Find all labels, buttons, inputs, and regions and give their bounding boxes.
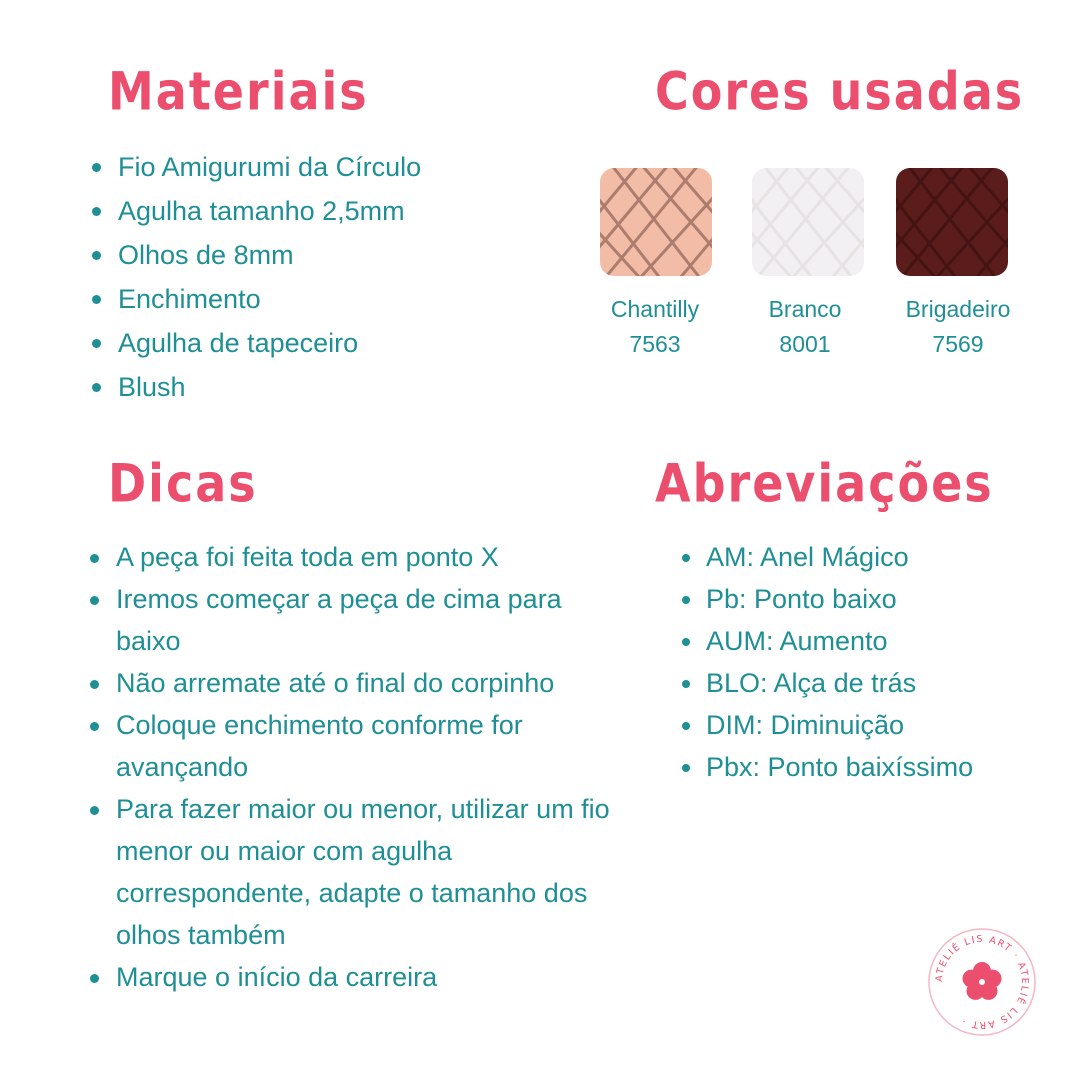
yarn-swatch-branco <box>752 168 864 276</box>
abreviacoes-heading: Abreviações <box>655 452 994 515</box>
abreviacoes-list <box>680 536 1060 788</box>
swatch-name: Branco <box>768 296 842 322</box>
swatch-label-branco <box>730 292 880 362</box>
yarn-ball-icon <box>896 168 1008 276</box>
list-item: AUM: Aumento <box>680 620 1060 662</box>
yarn-swatch-chantilly <box>600 168 712 276</box>
yarn-ball-icon <box>752 168 864 276</box>
materiais-list <box>90 145 570 409</box>
cores-usadas-heading: Cores usadas <box>655 60 1025 123</box>
list-item: Iremos começar a peça de cima para baixo <box>88 578 628 662</box>
swatch-code: 7563 <box>629 331 681 357</box>
list-item: Para fazer maior ou menor, utilizar um fio menor ou maior com agulha correspondente, adapte o tamanho dos olhos também <box>88 788 628 956</box>
yarn-swatch-brigadeiro <box>896 168 1008 276</box>
materiais-heading: Materiais <box>108 60 369 123</box>
list-item: Pb: Ponto baixo <box>680 578 1060 620</box>
list-item: A peça foi feita toda em ponto X <box>88 536 628 578</box>
list-item: Olhos de 8mm <box>90 233 570 277</box>
list-item: BLO: Alça de trás <box>680 662 1060 704</box>
list-item: Coloque enchimento conforme for avançando <box>88 704 628 788</box>
list-item: Marque o início da carreira <box>88 956 628 998</box>
list-item: Agulha de tapeceiro <box>90 321 570 365</box>
list-item: DIM: Diminuição <box>680 704 1060 746</box>
swatch-code: 8001 <box>779 331 831 357</box>
list-item: Enchimento <box>90 277 570 321</box>
yarn-ball-icon <box>600 168 712 276</box>
list-item: AM: Anel Mágico <box>680 536 1060 578</box>
flower-icon <box>963 962 1002 1000</box>
list-item: Fio Amigurumi da Círculo <box>90 145 570 189</box>
atelie-lis-art-stamp-logo <box>926 926 1038 1038</box>
list-item: Pbx: Ponto baixíssimo <box>680 746 1060 788</box>
list-item: Agulha tamanho 2,5mm <box>90 189 570 233</box>
list-item: Não arremate até o final do corpinho <box>88 662 628 704</box>
dicas-list <box>88 536 628 998</box>
swatch-label-chantilly <box>580 292 730 362</box>
swatch-name: Brigadeiro <box>905 296 1011 322</box>
swatch-code: 7569 <box>932 331 984 357</box>
swatch-name: Chantilly <box>610 296 700 322</box>
swatch-label-brigadeiro <box>883 292 1033 362</box>
list-item: Blush <box>90 365 570 409</box>
dicas-heading: Dicas <box>108 452 258 515</box>
stamp-text: ATELIÊ LIS ART · ATELIÊ LIS ART · <box>933 933 1031 1031</box>
